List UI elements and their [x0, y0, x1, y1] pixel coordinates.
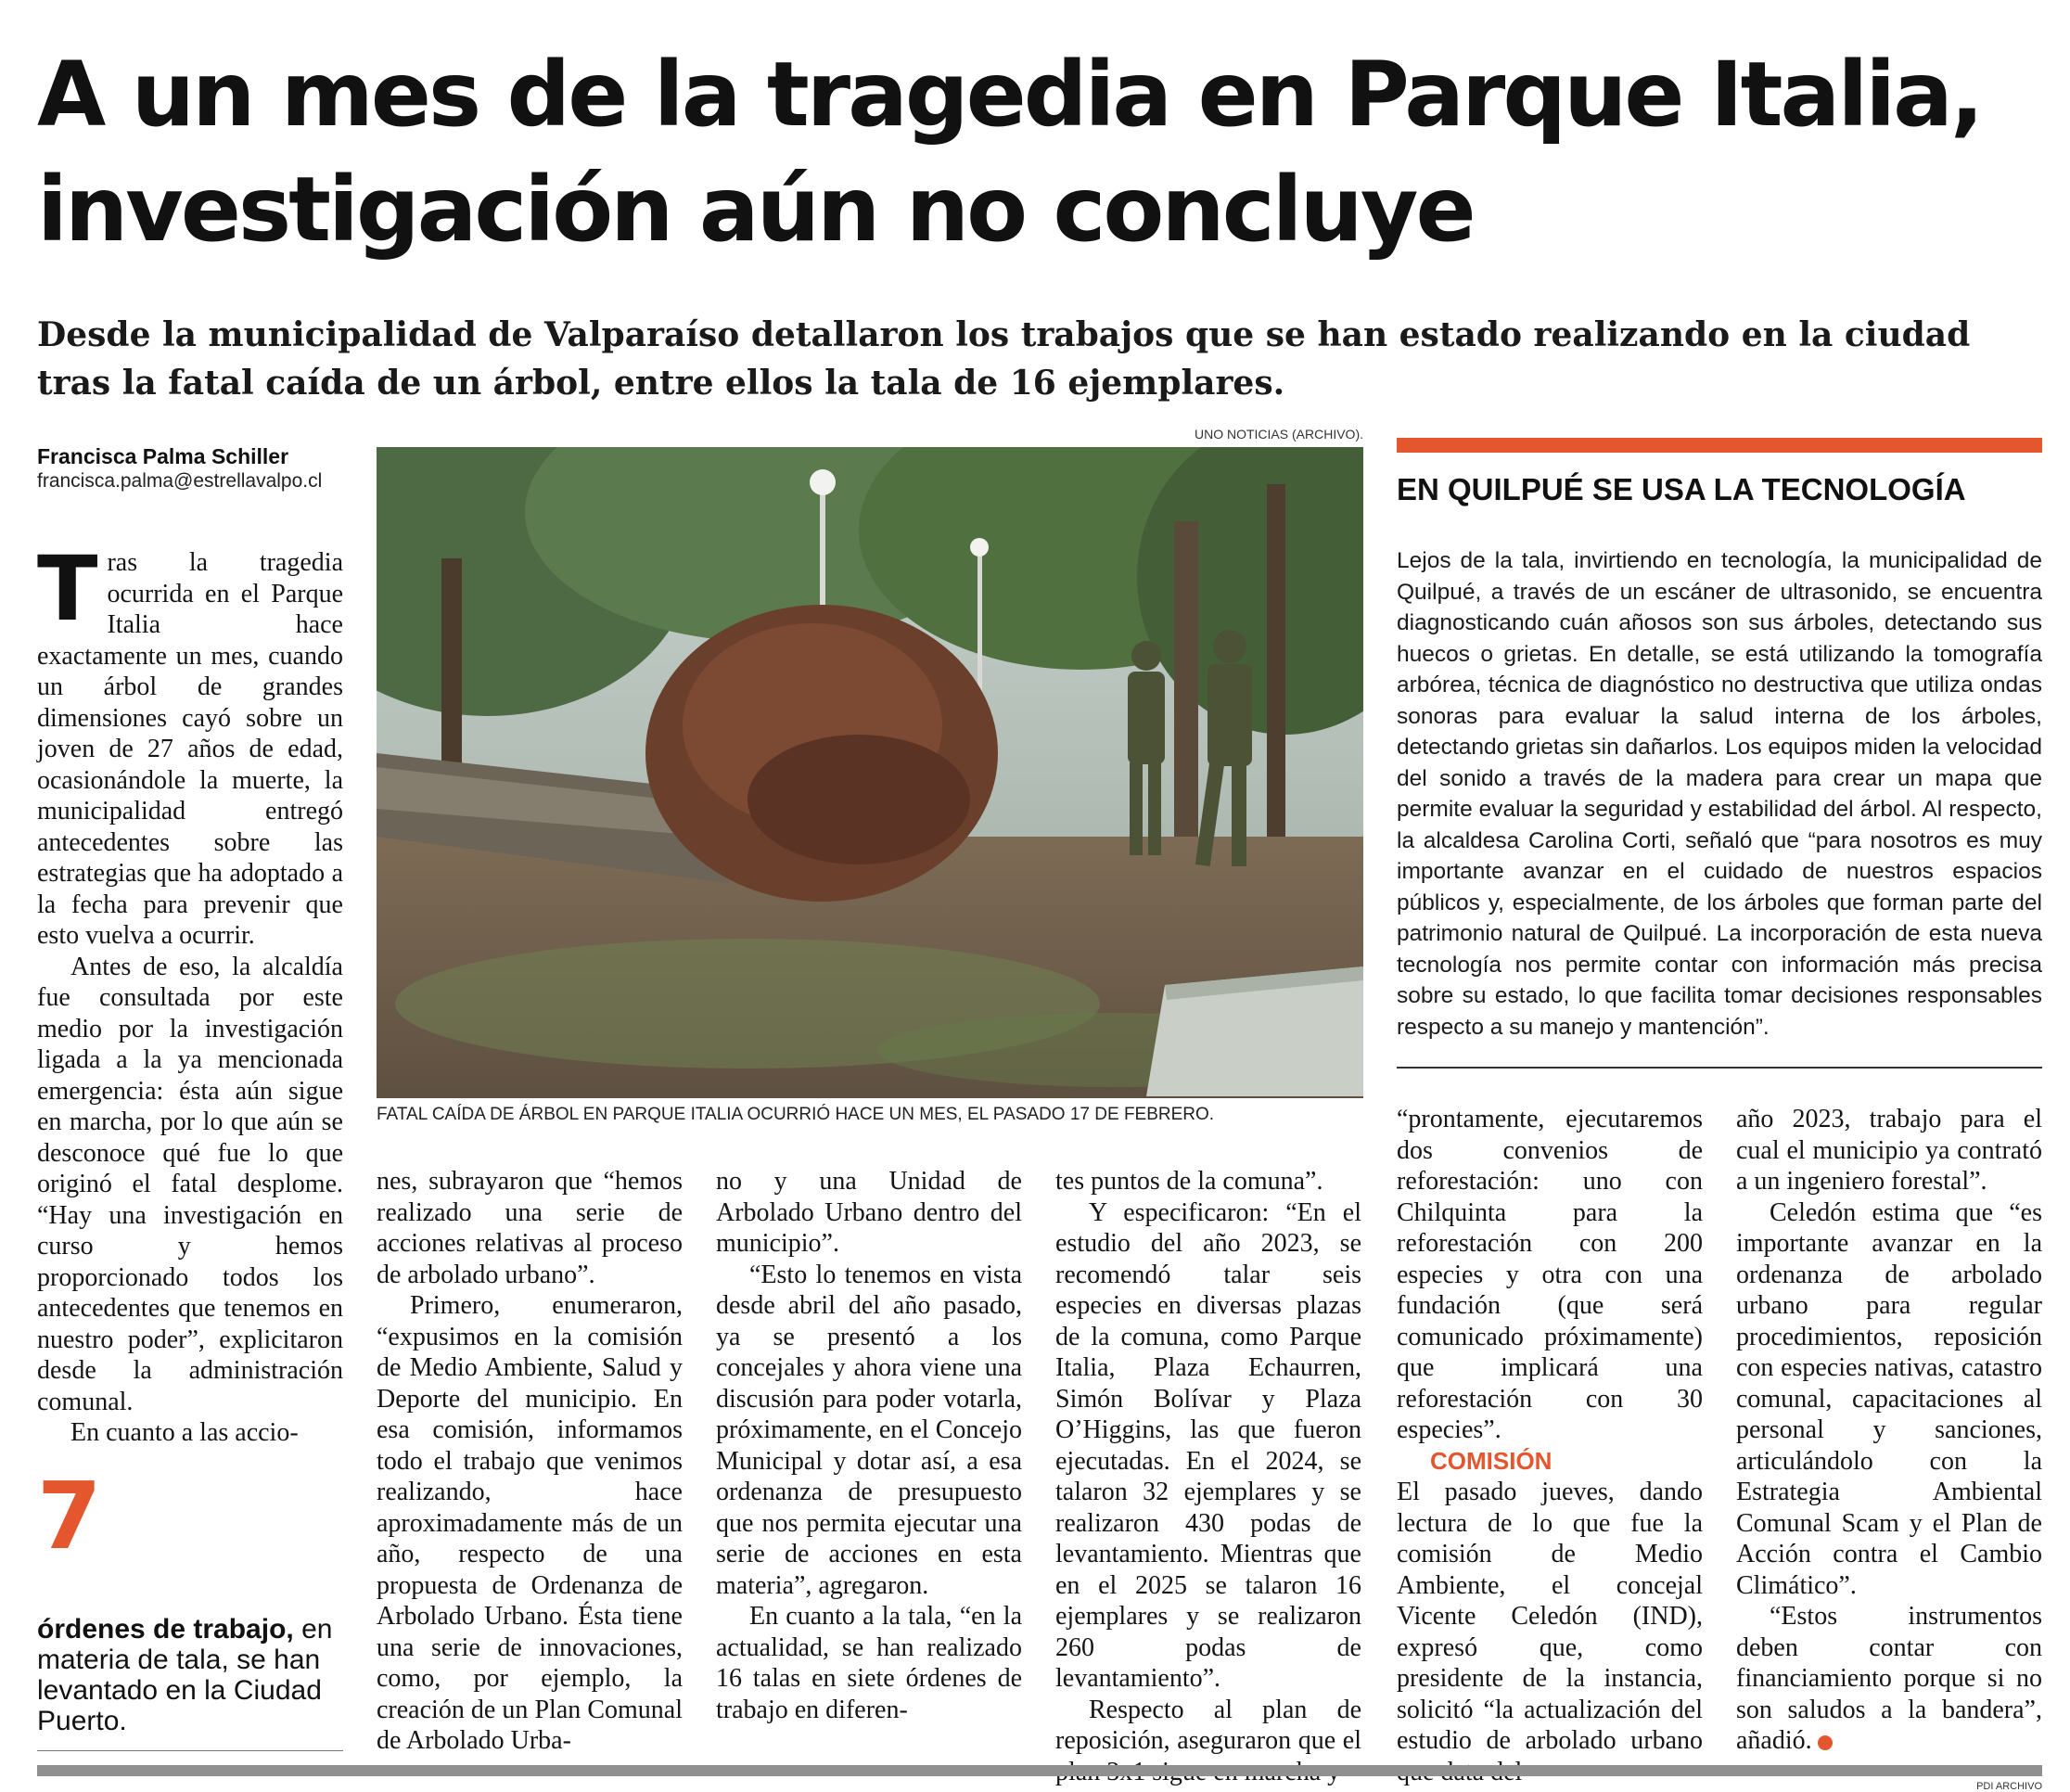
- body-paragraph: nes, subrayaron que “hemos realizado una serie de acciones relativas al proceso de arbolado urbano”.: [377, 1167, 683, 1289]
- sidebar-text: Lejos de la tala, invirtiendo en tecnología, la municipalidad de Quilpué, a través de un escáner de ultrasonido, se encuentra diagnosticando cuán añosos son sus árboles, detectando sus huecos o grietas. En detalle, se está utilizando la tomografía arbórea, técnica de diagnóstico no destructiva que utiliza ondas sonoras para evaluar la salud interna de los árboles, detectando grietas sin dañarlos. Los equipos miden la velocidad del sonido a través de la madera para crear un mapa que permite evaluar la seguridad y estabilidad del árbol. Al respecto, la alcaldesa Carolina Corti, señaló que “para nosotros es muy importante avanzar en el cuidado de nuestros espacios públicos y, especialmente, de los árboles que forman parte del patrimonio natural de Quilpué. La incorporación de esta nueva tecnología nos permite contar con información más precisa sobre su estado, lo que facilita tomar decisiones responsables respecto a su manejo y mantención”.: [1397, 548, 2042, 1040]
- stat-text: [37, 1614, 343, 1736]
- body-paragraph: Primero, enumeraron, “expusimos en la comisión de Medio Ambiente, Salud y Deporte del municipio. En esa comisión, informamos todo el trabajo que venimos realizando, hace aproximadamente más de un año, respecto de una propuesta de Ordenanza de Arbolado Urbano. Ésta tiene una serie de innovaciones, como, por ejemplo, la creación de un Plan Comunal de Arbolado Urba-: [377, 1291, 683, 1755]
- body-paragraph: Y especificaron: “En el estudio del año 2023, se recomendó talar seis especies en diversas plazas de la comuna, como Parque Italia, Plaza Echaurren, Simón Bolívar y Plaza O’Higgins, las que fueron ejecutadas. En el 2024, se talaron 32 ejemplares y se realizaron 430 podas de levantamiento. Mientras que en el 2025 se talaron 16 ejemplares y se realizaron 260 podas de levantamiento”.: [1055, 1197, 1361, 1693]
- stat-divider: [37, 1750, 343, 1751]
- body-paragraph: tes puntos de la comuna”.: [1055, 1167, 1323, 1196]
- body-paragraph: El pasado jueves, dando lectura de lo que fue la comisión de Medio Ambiente, el concejal Vicente Celedón (IND), expresó que, como presidente de la instancia, solicitó “la actualización del estudio de arbolado urbano: [1397, 1478, 1703, 1755]
- stat-bold: órdenes de trabajo,: [37, 1614, 294, 1645]
- deck: Desde la municipalidad de Valparaíso detallaron los trabajos que se han estado realizando en la ciudad tras la fatal caída de un árbol, entre ellos la tala de 16 ejemplares.: [37, 315, 1971, 403]
- body-column-6: [1736, 1104, 2042, 1757]
- body-paragraph: Respecto al plan de reposición, aseguraron que el: [1055, 1695, 1361, 1755]
- body-column-3: [716, 1166, 1022, 1725]
- sidebar-title: EN QUILPUÉ SE USA LA TECNOLOGÍA: [1397, 472, 1966, 506]
- body-paragraph: En cuanto a las accio-: [70, 1418, 299, 1447]
- body-column-2: [377, 1166, 683, 1757]
- photo-caption: FATAL CAÍDA DE ÁRBOL EN PARQUE ITALIA OCURRIÓ HACE UN MES, EL PASADO 17 DE FEBRERO.: [377, 1105, 1215, 1124]
- body-paragraph: Celedón estima que “es importante avanzar en la ordenanza de arbolado urbano para regular procedimientos, reposición con especies nativas, catastro comunal, capacitaciones al personal y sanciones, articulándolo con la Estrategia Ambiental Comunal Scam y el Plan de Acción contra el Cambio Climático”.: [1736, 1197, 2042, 1600]
- drop-cap: T: [37, 537, 98, 641]
- stat-number: 7: [37, 1462, 102, 1570]
- body-paragraph: “Esto lo tenemos en vista desde abril del año pasado, ya se presentó a los concejales y ahora viene una discusión para poder votarla, próximamente, en el Concejo Municipal y dotar así, a esa ordenanza de presupuesto que nos permita ejecutar una serie de acciones en esta materia”, agregaron.: [716, 1260, 1022, 1600]
- sidebar-divider: [1397, 1067, 2042, 1069]
- bottom-divider: [37, 1765, 2042, 1776]
- fallen-tree-photo: [377, 447, 1363, 1098]
- photo-illustration: [377, 447, 1363, 1098]
- body-paragraph: Antes de eso, la alcaldía fue consultada por este medio por la investigación ligada a la ya mencionada emergencia: ésta aún sigue en marcha, por lo que aún se desconoce qué fue lo que originó el fatal desplome. “Hay una investigación en curso y hemos proporcionado todos los antecedentes que tenemos en nuestro poder”, explicitaron desde la administración comunal.: [37, 952, 343, 1416]
- body-paragraph: En cuanto a la tala, “en la actualidad, se han realizado 16 talas en siete órdenes de trabajo en diferen-: [716, 1602, 1022, 1724]
- body-paragraph: no y una Unidad de Arbolado Urbano dentro del municipio”.: [716, 1167, 1022, 1258]
- headline: A un mes de la tragedia en Parque Italia, investigación aún no concluye: [37, 43, 1982, 262]
- photo-credit: UNO NOTICIAS (ARCHIVO).: [1194, 427, 1363, 442]
- byline-author: Francisca Palma Schiller: [37, 444, 289, 468]
- end-of-article-icon: [1818, 1735, 1833, 1750]
- sidebar-accent-bar: [1397, 438, 2042, 453]
- stat-callout: [37, 1462, 343, 1736]
- stat-rest: en materia de tala, se han levantado en la Ciudad Puerto.: [37, 1614, 333, 1736]
- footer-credit: PDI ARCHIVO: [1976, 1781, 2042, 1792]
- body-column-5: [1397, 1104, 1703, 1787]
- section-subhead: COMISIÓN: [1430, 1446, 1552, 1475]
- body-column-1: [37, 537, 343, 1449]
- byline: [37, 443, 352, 493]
- body-paragraph: Tras la tragedia ocurrida en el Parque Italia hace exactamente un mes, cuando un árbol de grandes dimensiones cayó sobre un joven de 27 años de edad, ocasionándole la muerte, la municipalidad entregó antecedentes sobre las estrategias que ha adoptado a la fecha para prevenir que esto vuelva a ocurrir.: [37, 537, 343, 950]
- body-paragraph: “prontamente, ejecutaremos dos convenios de reforestación: uno con Chilquinta para la reforestación con 200 especies y otra con una fundación (que será comunicado próximamente) que implicará una reforestación con 30 especies”.: [1397, 1105, 1703, 1444]
- body-column-4: [1055, 1166, 1361, 1787]
- byline-email[interactable]: francisca.palma@estrellavalpo.cl: [37, 470, 323, 492]
- body-paragraph: “Estos instrumentos deben contar con financiamiento porque si no son saludos a la bandera”, añadió.: [1736, 1602, 2042, 1755]
- body-paragraph: año 2023, trabajo para el cual el municipio ya contrató a un ingeniero forestal”.: [1736, 1105, 2042, 1196]
